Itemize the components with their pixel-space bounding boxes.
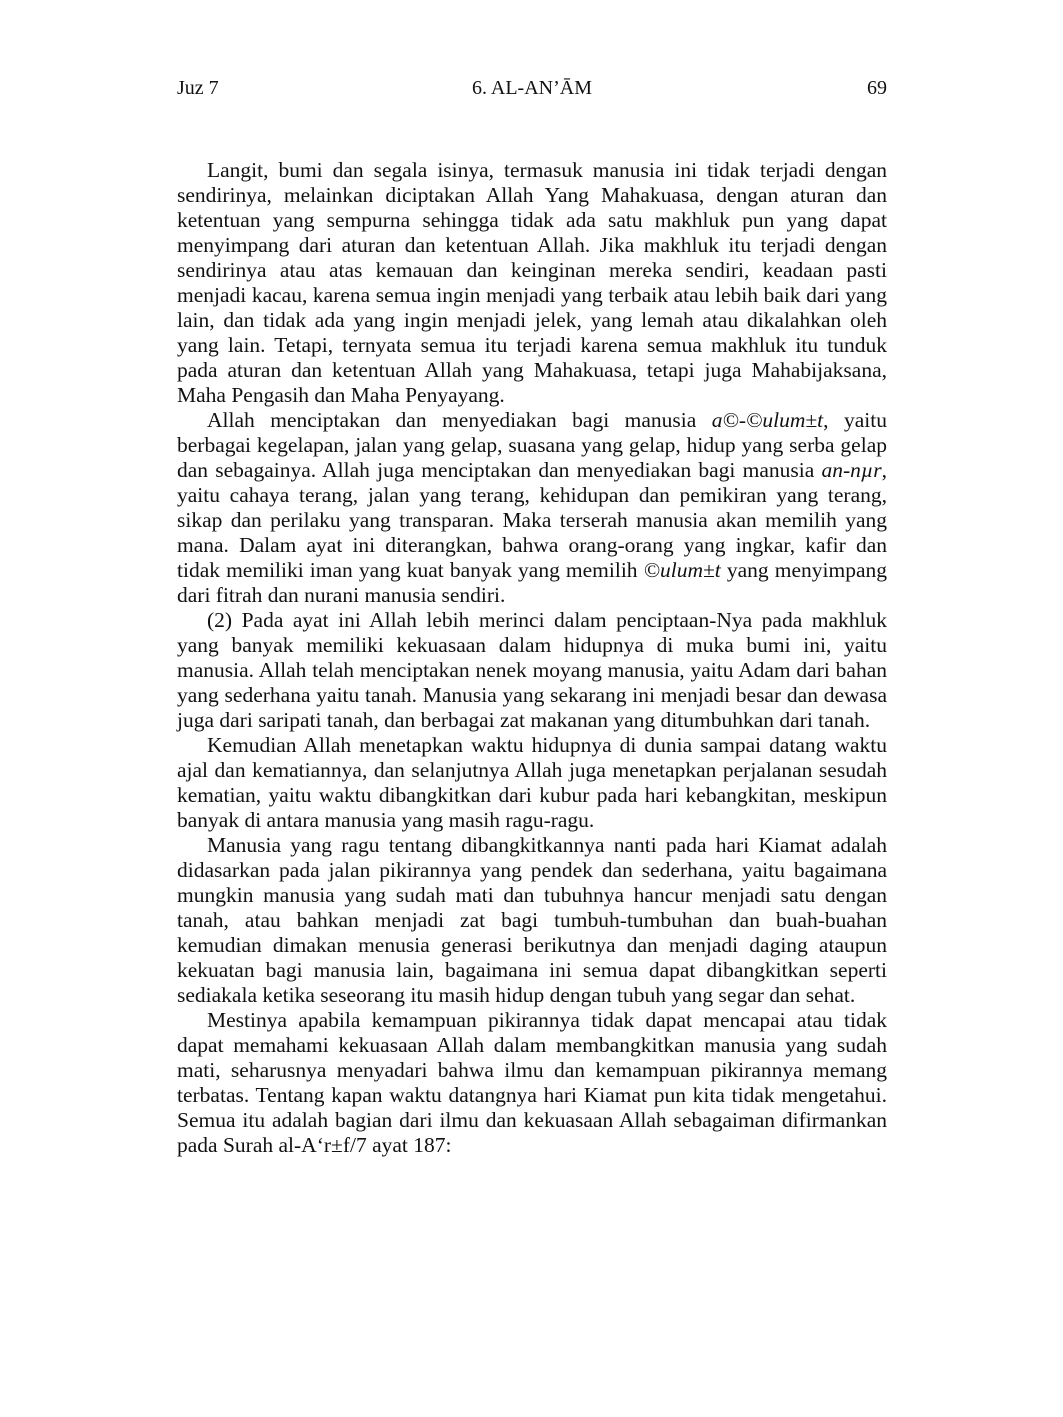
- paragraph: [177, 733, 887, 833]
- paragraph-text: , yaitu berbagai kegelapan, jalan yang gelap, suasana yang gelap, hidup yang serba gelap dan sebagainya. Allah juga menciptakan dan menyediakan bagi manusia: [177, 408, 887, 482]
- transliteration-term: an-nµr: [821, 458, 882, 482]
- surah-title: 6. AL-AN’ĀM: [472, 77, 592, 99]
- running-header: [177, 74, 887, 102]
- paragraph: [177, 408, 887, 608]
- juz-label: Juz 7: [177, 77, 219, 99]
- paragraph: [177, 158, 887, 408]
- paragraph-text: yang menyimpang dari fitrah dan nurani manusia sendiri.: [177, 558, 887, 607]
- body-text: [177, 158, 887, 1158]
- paragraph-text: (2) Pada ayat ini Allah lebih merinci dalam penciptaan-Nya pada makhluk yang banyak memiliki kekuasaan dalam hidupnya di muka bumi ini, yaitu manusia. Allah telah menciptakan nenek moyang manusia, yaitu Adam dari bahan yang sederhana yaitu tanah. Manusia yang sekarang ini menjadi besar dan dewasa juga dari saripati tanah, dan berbagai zat makanan yang ditumbuhkan dari tanah.: [177, 608, 887, 732]
- paragraph-text: Langit, bumi dan segala isinya, termasuk manusia ini tidak terjadi dengan sendirinya, melainkan diciptakan Allah Yang Mahakuasa, dengan aturan dan ketentuan yang sempurna sehingga tidak ada satu makhluk pun yang dapat menyimpang dari aturan dan ketentuan Allah. Jika makhluk itu terjadi dengan sendirinya atau atas kemauan dan keinginan mereka sendiri, keadaan pasti menjadi kacau, karena semua ingin menjadi yang terbaik atau lebih baik dari yang lain, dan tidak ada yang ingin menjadi jelek, yang lemah atau dikalahkan oleh yang lain. Tetapi, ternyata semua itu terjadi karena semua makhluk itu tunduk pada aturan dan ketentuan Allah yang Mahakuasa, tetapi juga Mahabijaksana, Maha Pengasih dan Maha Penyayang.: [177, 158, 887, 407]
- page-number: 69: [867, 77, 887, 99]
- paragraph-text: , yaitu cahaya terang, jalan yang terang, kehidupan dan pemikiran yang terang, sikap dan perilaku yang transparan. Maka terserah manusia akan memilih yang mana. Dalam ayat ini diterangkan, bahwa orang-orang yang ingkar, kafir dan tidak memiliki iman yang kuat banyak yang memilih: [177, 458, 887, 582]
- paragraph-text: Kemudian Allah menetapkan waktu hidupnya di dunia sampai datang waktu ajal dan kematiannya, dan selanjutnya Allah juga menetapkan perjalanan sesudah kematian, yaitu waktu dibangkitkan dari kubur pada hari kebangkitan, meskipun banyak di antara manusia yang masih ragu-ragu.: [177, 733, 887, 832]
- transliteration-term: a©-©ulum±t: [711, 408, 824, 432]
- transliteration-term: ©ulum±t: [643, 558, 721, 582]
- paragraph: [177, 833, 887, 1008]
- paragraph: [177, 1008, 887, 1158]
- paragraph-text: Allah menciptakan dan menyediakan bagi manusia: [207, 408, 712, 432]
- paragraph-text: Manusia yang ragu tentang dibangkitkannya nanti pada hari Kiamat adalah didasarkan pada jalan pikirannya yang pendek dan sederhana, yaitu bagaimana mungkin manusia yang sudah mati dan tubuhnya hancur menjadi satu dengan tanah, atau bahkan menjadi zat bagi tumbuh-tumbuhan dan buah-buahan kemudian dimakan menusia generasi berikutnya dan menjadi daging ataupun kekuatan bagi manusia lain, bagaimana ini semua dapat dibangkitkan seperti sediakala ketika seseorang itu masih hidup dengan tubuh yang segar dan sehat.: [177, 833, 887, 1007]
- paragraph: [177, 608, 887, 733]
- paragraph-text: Mestinya apabila kemampuan pikirannya tidak dapat mencapai atau tidak dapat memahami kekuasaan Allah dalam membangkitkan manusia yang sudah mati, seharusnya menyadari bahwa ilmu dan kemampuan pikirannya memang terbatas. Tentang kapan waktu datangnya hari Kiamat pun kita tidak mengetahui. Semua itu adalah bagian dari ilmu dan kekuasaan Allah sebagaiman difirmankan pada Surah al-A‘r±f/7 ayat 187:: [177, 1008, 887, 1157]
